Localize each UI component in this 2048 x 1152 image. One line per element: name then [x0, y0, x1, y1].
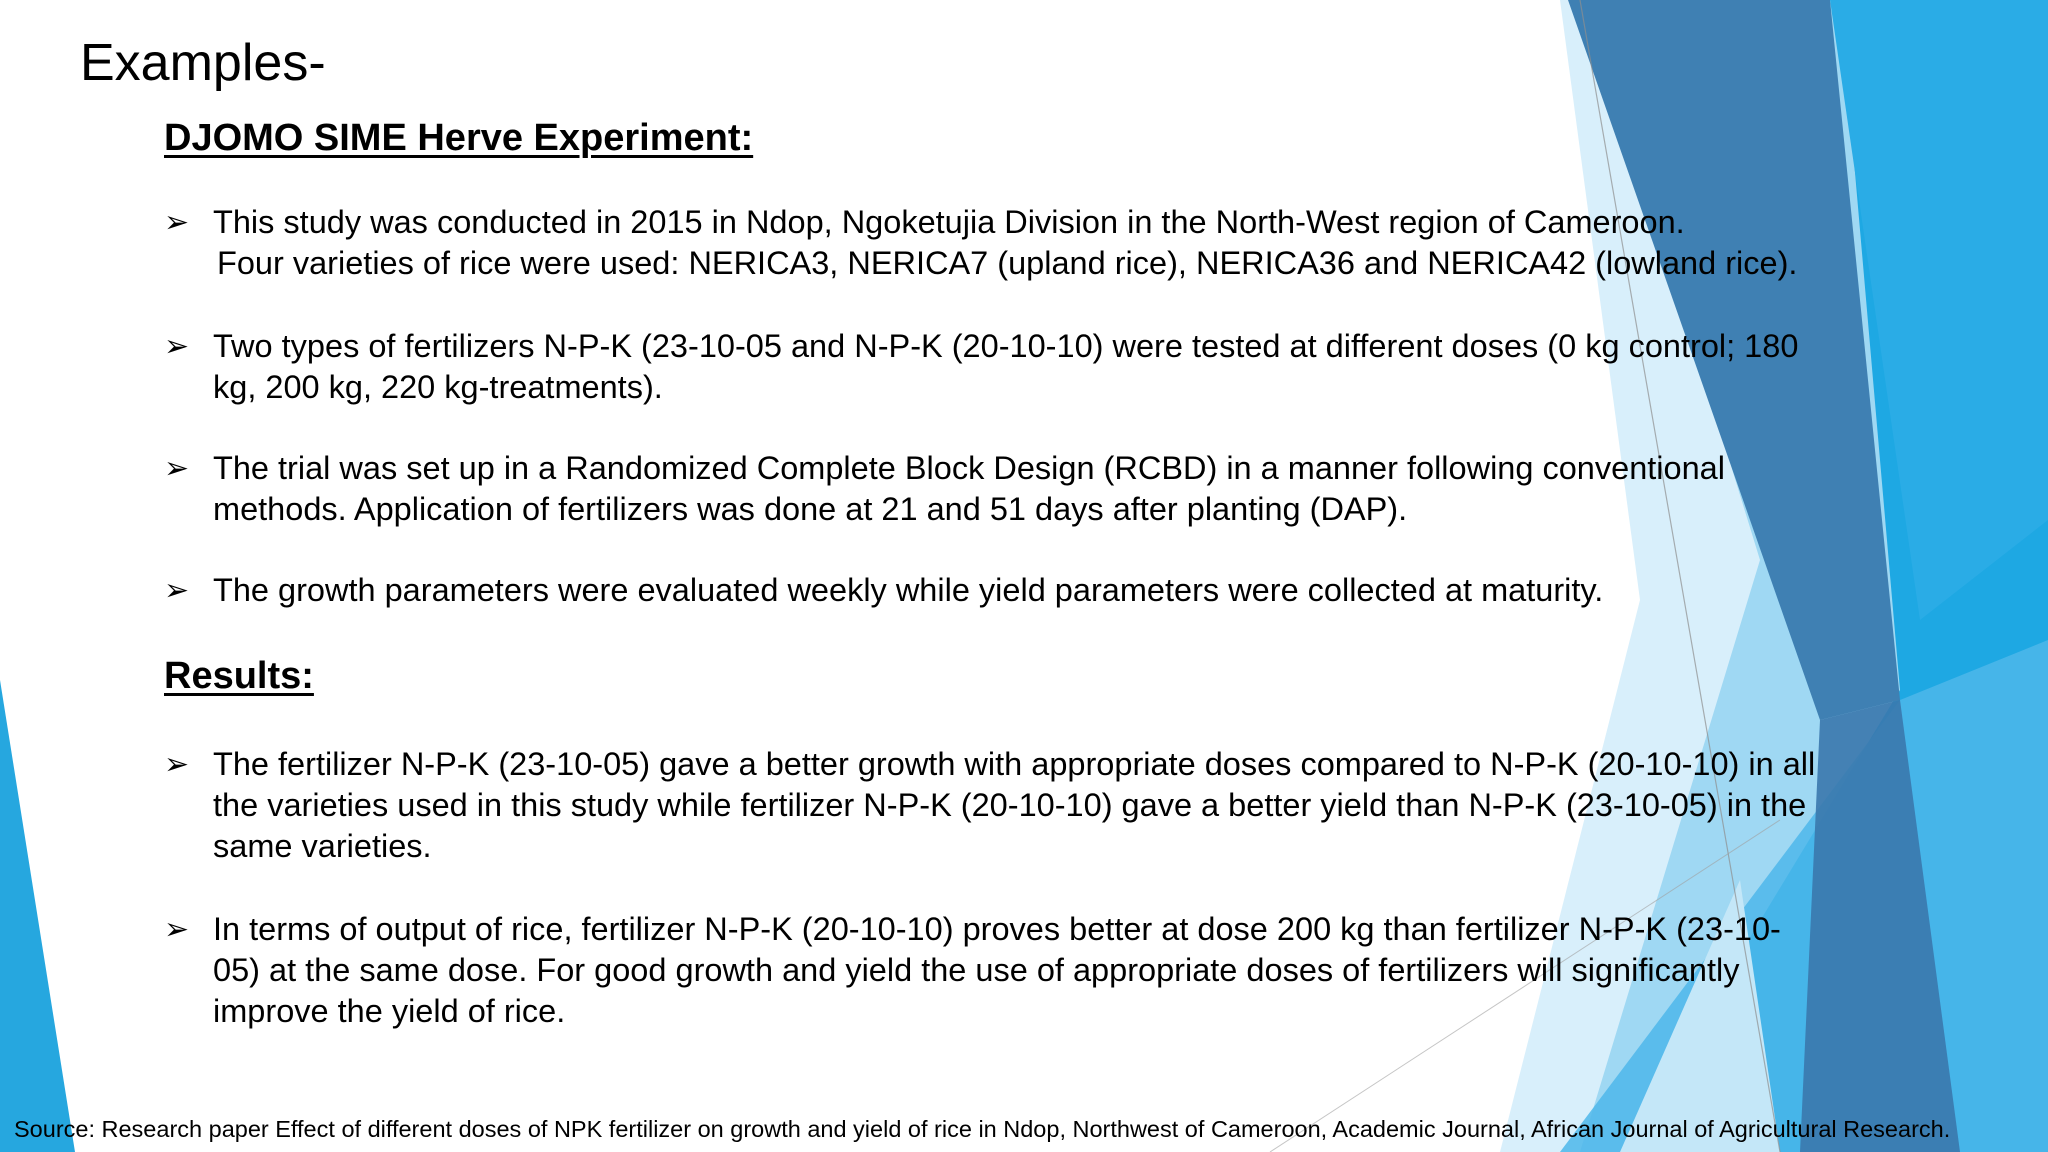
bullet-line: The trial was set up in a Randomized Complete Block Design (RCBD) in a manner following conventional: [213, 450, 1725, 486]
bullet-line: Two types of fertilizers N-P-K (23-10-05 and N-P-K (20-10-10) were tested at different doses (0 kg control; 180: [213, 328, 1799, 364]
results-bullet-2: [164, 909, 1964, 1032]
bullet-line: The fertilizer N-P-K (23-10-05) gave a better growth with appropriate doses compared to N-P-K (20-10-10) in all: [213, 746, 1816, 782]
experiment-bullet-2: [164, 326, 1964, 408]
bullet-line: improve the yield of rice.: [213, 993, 566, 1029]
experiment-heading: DJOMO SIME Herve Experiment:: [164, 117, 754, 159]
experiment-bullet-1: [164, 202, 1964, 284]
results-heading: Results:: [164, 655, 314, 697]
bullet-line: Four varieties of rice were used: NERICA3, NERICA7 (upland rice), NERICA36 and NERICA42 (lowland rice).: [217, 245, 1798, 281]
bullet-line: the varieties used in this study while fertilizer N-P-K (20-10-10) gave a better yield than N-P-K (23-10-05) in the: [213, 787, 1807, 823]
bullet-arrow-icon: ➢: [164, 330, 190, 363]
bullet-line: kg, 200 kg, 220 kg-treatments).: [213, 369, 663, 405]
bullet-arrow-icon: ➢: [164, 206, 190, 239]
bullet-arrow-icon: ➢: [164, 913, 190, 946]
slide-title: Examples-: [80, 34, 326, 92]
experiment-bullet-3: [164, 448, 1964, 530]
source-citation: Source: Research paper Effect of different doses of NPK fertilizer on growth and yield of rice in Ndop, Northwest of Cameroon, Academic Journal, African Journal of Agricultural Research.: [14, 1116, 1951, 1142]
bullet-line: The growth parameters were evaluated weekly while yield parameters were collected at maturity.: [213, 572, 1604, 608]
bullet-line: In terms of output of rice, fertilizer N-P-K (20-10-10) proves better at dose 200 kg than fertilizer N-P-K (23-10-: [213, 911, 1781, 947]
experiment-bullet-4: [164, 570, 1964, 611]
bullet-arrow-icon: ➢: [164, 748, 190, 781]
bullet-line: 05) at the same dose. For good growth and yield the use of appropriate doses of fertilizers will significantly: [213, 952, 1740, 988]
bullet-arrow-icon: ➢: [164, 574, 190, 607]
results-bullet-1: [164, 744, 1964, 867]
bullet-line: methods. Application of fertilizers was done at 21 and 51 days after planting (DAP).: [213, 491, 1408, 527]
bullet-line: This study was conducted in 2015 in Ndop, Ngoketujia Division in the North-West region of Cameroon.: [213, 204, 1685, 240]
bullet-arrow-icon: ➢: [164, 452, 190, 485]
left-facet: [0, 680, 75, 1152]
bullet-line: same varieties.: [213, 828, 432, 864]
